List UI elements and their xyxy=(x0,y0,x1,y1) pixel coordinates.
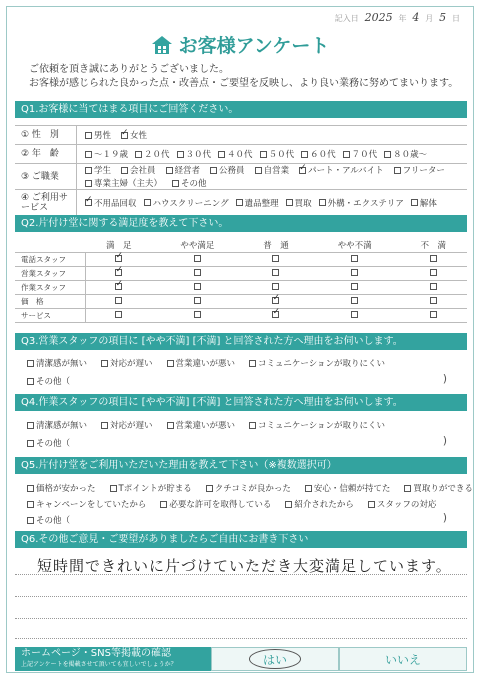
consent-label xyxy=(15,647,211,671)
checkbox-option[interactable] xyxy=(85,197,137,209)
checkbox[interactable] xyxy=(167,360,174,367)
option-label: 経営者 xyxy=(174,166,201,176)
row-label: ④ ご利用サービス xyxy=(15,190,77,215)
checkbox[interactable] xyxy=(351,255,358,262)
checkbox-option[interactable] xyxy=(101,357,153,369)
checkbox[interactable] xyxy=(430,255,437,262)
checkbox-option[interactable] xyxy=(255,164,290,176)
checkbox[interactable] xyxy=(249,422,256,429)
selection-circle xyxy=(249,649,301,669)
option-label: ２０代 xyxy=(144,150,170,160)
option-label: 安心・信頼が持てた xyxy=(313,484,391,494)
no-label: いいえ xyxy=(384,652,421,667)
checkbox[interactable] xyxy=(85,151,92,158)
row-label: ② 年 齢 xyxy=(15,145,77,163)
checkbox[interactable] xyxy=(115,297,122,304)
checkbox[interactable] xyxy=(167,422,174,429)
option-label: 自営業 xyxy=(263,166,290,176)
consent-yes-option[interactable] xyxy=(211,647,339,671)
checkbox[interactable] xyxy=(351,269,358,276)
q1-row-service xyxy=(15,190,467,216)
checkbox[interactable] xyxy=(110,485,117,492)
checkbox[interactable] xyxy=(430,311,437,318)
q1-row-gender xyxy=(15,126,467,145)
checkbox-option[interactable] xyxy=(404,482,473,494)
checkbox-option[interactable] xyxy=(249,419,385,431)
checkbox[interactable] xyxy=(394,167,401,174)
checkbox-option[interactable] xyxy=(368,498,437,510)
answer-line xyxy=(15,638,467,639)
checkbox[interactable] xyxy=(368,501,375,508)
option-label: 紹介されたから xyxy=(294,500,354,510)
checkbox[interactable] xyxy=(27,360,34,367)
checkbox[interactable] xyxy=(272,269,279,276)
q5-other xyxy=(27,514,84,526)
intro-line: ご依頼を頂き誠にありがとうございました。 xyxy=(29,64,229,75)
checkbox[interactable] xyxy=(218,151,225,158)
option-label: スタッフの対応 xyxy=(376,500,437,510)
checkbox-option[interactable] xyxy=(27,498,146,510)
option-label: 不用品回収 xyxy=(94,198,137,209)
checkbox[interactable] xyxy=(430,297,437,304)
close-paren: ) xyxy=(442,511,447,524)
checkbox-option[interactable] xyxy=(101,419,153,431)
checkbox-option[interactable] xyxy=(144,197,229,209)
checkbox-option[interactable] xyxy=(85,164,111,176)
checkbox[interactable] xyxy=(286,199,293,206)
satisfaction-table xyxy=(15,239,467,323)
q1-heading: Q1.お客様に当てはまる項目にご回答ください。 xyxy=(15,101,467,118)
checkbox-checked[interactable] xyxy=(121,132,128,139)
option-label: 営業違いが悪い xyxy=(175,359,236,369)
answer-line xyxy=(15,596,467,597)
close-paren: ) xyxy=(442,372,447,385)
option-label: 公務員 xyxy=(219,166,245,176)
checkbox[interactable] xyxy=(411,199,418,206)
checkbox-option[interactable] xyxy=(27,437,70,449)
row-label: 価 格 xyxy=(15,294,85,308)
checkbox-option[interactable] xyxy=(394,164,445,176)
option-label: コミュニケーションが取りにくい xyxy=(258,421,386,431)
option-label: 男性 xyxy=(94,131,112,141)
option-label: 外構・エクステリア xyxy=(327,198,404,209)
option-label: 会社員 xyxy=(130,166,156,176)
checkbox-option[interactable] xyxy=(85,129,111,141)
checkbox[interactable] xyxy=(236,199,243,206)
row-label: 電話スタッフ xyxy=(15,252,85,266)
checkbox-option[interactable] xyxy=(85,177,162,189)
checkbox-checked[interactable] xyxy=(115,255,122,262)
yes-label: はい xyxy=(262,652,287,667)
checkbox[interactable] xyxy=(430,283,437,290)
option-label: 専業主婦（主夫） xyxy=(94,179,163,189)
checkbox-checked[interactable] xyxy=(115,269,122,276)
consent-no-option[interactable] xyxy=(339,647,467,671)
row-label: ① 性 別 xyxy=(15,126,77,144)
checkbox-option[interactable] xyxy=(285,498,354,510)
q6-heading: Q6.その他ご意見・ご要望がありましたらご自由にお書き下さい xyxy=(15,531,467,548)
checkbox-option[interactable] xyxy=(319,197,404,209)
checkbox[interactable] xyxy=(249,360,256,367)
checkbox-option[interactable] xyxy=(27,482,96,494)
checkbox[interactable] xyxy=(305,485,312,492)
checkbox[interactable] xyxy=(319,199,326,206)
checkbox-option[interactable] xyxy=(384,148,427,160)
consent-subtitle: 上記アンケートを掲載させて頂いても宜しいでしょうか？ xyxy=(21,661,177,668)
checkbox-option[interactable] xyxy=(305,482,391,494)
option-label: Tポイントが貯まる xyxy=(118,484,192,494)
publication-consent xyxy=(15,647,467,671)
row-label: ③ ご職業 xyxy=(15,164,77,189)
checkbox-option[interactable] xyxy=(27,419,87,431)
q2-heading: Q2.片付け堂に関する満足度を教えて下さい。 xyxy=(15,215,467,232)
checkbox-option[interactable] xyxy=(167,419,236,431)
option-label: 清潔感が無い xyxy=(36,359,88,369)
checkbox-option[interactable] xyxy=(218,148,253,160)
checkbox-option[interactable] xyxy=(27,357,87,369)
table-row xyxy=(15,294,467,308)
checkbox-option[interactable] xyxy=(27,514,70,526)
q3-options xyxy=(27,357,399,369)
column-header: やや満足 xyxy=(152,239,242,252)
option-label: 〜１９歳 xyxy=(94,150,129,160)
option-label: フリーター xyxy=(402,166,445,176)
q5-options-row1 xyxy=(27,482,480,494)
checkbox[interactable] xyxy=(27,378,34,385)
checkbox-checked[interactable] xyxy=(115,283,122,290)
checkbox[interactable] xyxy=(194,297,201,304)
table-row xyxy=(15,252,467,266)
day-label: 日 xyxy=(452,14,460,23)
checkbox[interactable] xyxy=(194,255,201,262)
checkbox[interactable] xyxy=(166,167,173,174)
q1-row-occupation xyxy=(15,164,467,190)
row-label: サービス xyxy=(15,308,85,322)
checkbox[interactable] xyxy=(121,167,128,174)
table-row xyxy=(15,308,467,322)
option-label: 買取りができる xyxy=(413,484,473,494)
checkbox[interactable] xyxy=(85,180,92,187)
day-value: 5 xyxy=(439,11,447,24)
checkbox-option[interactable] xyxy=(172,177,207,189)
checkbox-option[interactable] xyxy=(301,148,336,160)
checkbox[interactable] xyxy=(27,485,34,492)
option-label: 買取 xyxy=(294,198,312,209)
option-label: 営業違いが悪い xyxy=(175,421,236,431)
date-label: 記入日 xyxy=(334,14,359,23)
house-logo-icon xyxy=(151,35,173,55)
checkbox-option[interactable] xyxy=(167,357,236,369)
option-label: ７０代 xyxy=(351,150,378,160)
option-label: その他 xyxy=(181,179,207,189)
intro-text xyxy=(29,63,458,91)
checkbox[interactable] xyxy=(85,167,92,174)
checkbox[interactable] xyxy=(430,269,437,276)
option-label: 必要な許可を取得している xyxy=(169,500,272,510)
option-label: その他（ xyxy=(36,516,71,526)
option-label: ５０代 xyxy=(268,150,295,160)
year-value: 2025 xyxy=(364,11,393,24)
checkbox[interactable] xyxy=(177,151,184,158)
checkbox-checked[interactable] xyxy=(272,311,279,318)
checkbox[interactable] xyxy=(27,422,34,429)
checkbox[interactable] xyxy=(272,255,279,262)
checkbox-option[interactable] xyxy=(249,357,385,369)
q5-options-row2 xyxy=(27,498,450,510)
checkbox-option[interactable] xyxy=(27,375,70,387)
checkbox-option[interactable] xyxy=(210,164,245,176)
checkbox-option[interactable] xyxy=(260,148,295,160)
corner-cell xyxy=(15,239,85,252)
option-label: コミュニケーションが取りにくい xyxy=(258,359,386,369)
year-label: 年 xyxy=(398,14,407,23)
column-header: 満 足 xyxy=(85,239,152,252)
q1-table xyxy=(15,125,467,216)
option-label: 解体 xyxy=(419,198,437,209)
checkbox-option[interactable] xyxy=(121,164,156,176)
option-label: ハウスクリーニング xyxy=(152,198,229,209)
date-field xyxy=(332,11,463,24)
checkbox[interactable] xyxy=(27,517,34,524)
option-label: ８０歳〜 xyxy=(393,150,428,160)
q1-row-age xyxy=(15,145,467,164)
checkbox[interactable] xyxy=(27,501,34,508)
checkbox-option[interactable] xyxy=(135,148,170,160)
month-value: 4 xyxy=(412,11,420,24)
checkbox-option[interactable] xyxy=(160,498,271,510)
checkbox[interactable] xyxy=(301,151,308,158)
close-paren: ) xyxy=(442,434,447,447)
checkbox[interactable] xyxy=(272,283,279,290)
checkbox-checked[interactable] xyxy=(299,167,306,174)
checkbox[interactable] xyxy=(351,297,358,304)
checkbox[interactable] xyxy=(27,440,34,447)
checkbox-option[interactable] xyxy=(343,148,378,160)
checkbox[interactable] xyxy=(135,151,142,158)
checkbox[interactable] xyxy=(206,485,213,492)
checkbox[interactable] xyxy=(351,283,358,290)
consent-title: ホームページ・SNS等掲載の確認 xyxy=(21,648,171,659)
checkbox[interactable] xyxy=(194,269,201,276)
checkbox-option[interactable] xyxy=(411,197,437,209)
q6-answer[interactable]: 短時間できれいに片づけていただき大変満足しています。 xyxy=(37,557,452,575)
checkbox[interactable] xyxy=(115,311,122,318)
checkbox-option[interactable] xyxy=(286,197,312,209)
option-label: ４０代 xyxy=(227,150,253,160)
column-header: 不 満 xyxy=(400,239,467,252)
checkbox[interactable] xyxy=(404,485,411,492)
survey-sheet xyxy=(6,6,474,673)
option-label: 価格が安かった xyxy=(36,484,96,494)
checkbox[interactable] xyxy=(194,283,201,290)
checkbox[interactable] xyxy=(260,151,267,158)
page-title xyxy=(151,31,330,58)
checkbox[interactable] xyxy=(101,422,108,429)
checkbox[interactable] xyxy=(172,180,179,187)
option-label: クチコミが良かった xyxy=(214,484,291,494)
checkbox[interactable] xyxy=(285,501,292,508)
checkbox-option[interactable] xyxy=(110,482,192,494)
column-header: 普 通 xyxy=(242,239,309,252)
table-row xyxy=(15,280,467,294)
checkbox-checked[interactable] xyxy=(272,297,279,304)
title-text: お客様アンケート xyxy=(178,35,330,57)
checkbox-option[interactable] xyxy=(177,148,212,160)
checkbox-option[interactable] xyxy=(121,129,147,141)
option-label: 対応が遅い xyxy=(110,421,153,431)
column-header: やや不満 xyxy=(310,239,400,252)
table-row xyxy=(15,266,467,280)
checkbox[interactable] xyxy=(343,151,350,158)
checkbox[interactable] xyxy=(210,167,217,174)
option-label: その他（ xyxy=(36,439,71,449)
checkbox[interactable] xyxy=(194,311,201,318)
answer-line xyxy=(15,618,467,619)
option-label: その他（ xyxy=(36,377,71,387)
q5-heading: Q5.片付け堂をご利用いただいた理由を教えて下さい（※複数選択可） xyxy=(15,457,467,474)
checkbox-option[interactable] xyxy=(299,164,384,176)
q4-other xyxy=(27,437,84,449)
q3-other xyxy=(27,375,84,387)
checkbox-option[interactable] xyxy=(166,164,201,176)
checkbox[interactable] xyxy=(255,167,262,174)
row-label: 営業スタッフ xyxy=(15,266,85,280)
q4-options xyxy=(27,419,399,431)
option-label: 女性 xyxy=(130,131,148,141)
option-label: パート・アルバイト xyxy=(308,166,384,176)
row-label: 作業スタッフ xyxy=(15,280,85,294)
checkbox-option[interactable] xyxy=(206,482,291,494)
q3-heading: Q3.営業スタッフの項目に [やや不満] [不満] と回答された方へ理由をお伺いします。 xyxy=(15,333,467,350)
intro-line: お客様が感じられた良かった点・改善点・ご要望を反映し、より良い業務に努めてまいります。 xyxy=(29,78,459,89)
option-label: 清潔感が無い xyxy=(36,421,88,431)
checkbox[interactable] xyxy=(144,199,151,206)
option-label: 対応が遅い xyxy=(110,359,153,369)
checkbox[interactable] xyxy=(351,311,358,318)
checkbox[interactable] xyxy=(85,132,92,139)
option-label: キャンペーンをしていたから xyxy=(36,500,147,510)
month-label: 月 xyxy=(425,14,434,23)
option-label: ６０代 xyxy=(310,150,336,160)
checkbox-checked[interactable] xyxy=(85,199,92,206)
checkbox-option[interactable] xyxy=(85,148,128,160)
option-label: 学生 xyxy=(94,166,112,176)
checkbox-option[interactable] xyxy=(236,197,279,209)
checkbox[interactable] xyxy=(101,360,108,367)
option-label: 遺品整理 xyxy=(244,198,279,209)
option-label: ３０代 xyxy=(185,150,212,160)
checkbox[interactable] xyxy=(160,501,167,508)
checkbox[interactable] xyxy=(384,151,391,158)
q4-heading: Q4.作業スタッフの項目に [やや不満] [不満] と回答された方へ理由をお伺いします。 xyxy=(15,394,467,411)
